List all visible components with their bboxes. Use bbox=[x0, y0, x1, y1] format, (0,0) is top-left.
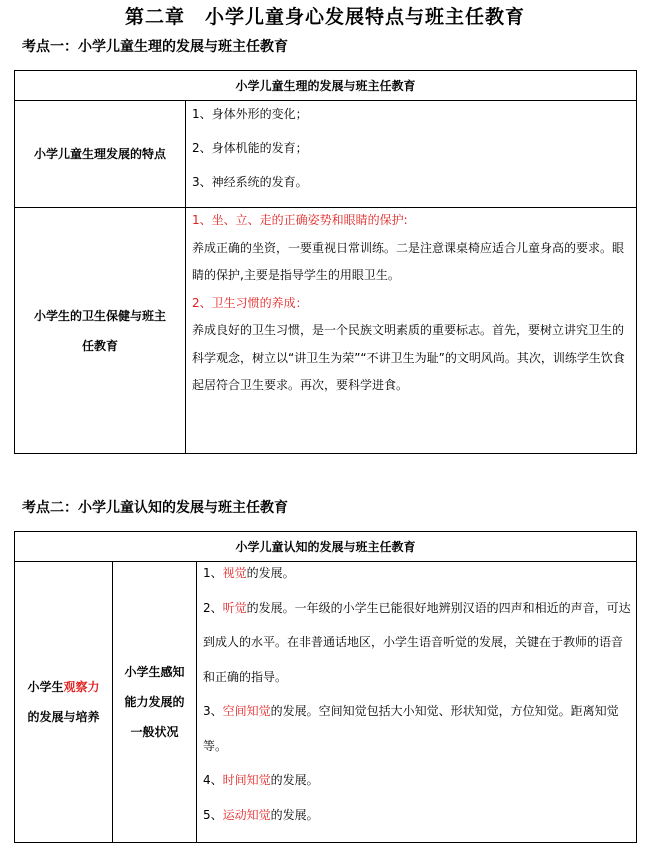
label-prefix: 小学生 bbox=[27, 680, 64, 694]
point-text-habits: 养成良好的卫生习惯，是一个民族文明素质的重要标志。首先，要树立讲究卫生的科学观念，树立以“讲卫生为荣”“不讲卫生为耻”的文明风尚。其次，训练学生饮食起居符合卫生要求。再次，要科学进食。 bbox=[192, 323, 625, 392]
table-header-cognition: 小学儿童认知的发展与班主任教育 bbox=[15, 532, 637, 562]
list-item: 2、听觉的发展。一年级的小学生已能很好地辨别汉语的四声和相近的声音，可达到成人的水平。在非普通话地区，小学生语音听觉的发展，关键在于教师的语音和正确的指导。 bbox=[203, 600, 631, 684]
list-item: 1、身体外形的变化； bbox=[192, 107, 308, 121]
hygiene-cell bbox=[186, 208, 637, 454]
row-label-line: 能力发展的 bbox=[124, 695, 185, 709]
page-title: 第二章 小学儿童身心发展特点与班主任教育 bbox=[124, 6, 525, 28]
cognition-table bbox=[14, 531, 637, 843]
row-label-line bbox=[15, 672, 112, 702]
list-item: 4、时间知觉的发展。 bbox=[203, 773, 319, 787]
point-text-posture: 养成正确的坐资，一要重视日常训练。二是注意课桌椅应适合儿童身高的要求。眼睛的保护,主要是指导学生的用眼卫生。 bbox=[192, 240, 625, 282]
row-label-physiology-features: 小学儿童生理发展的特点 bbox=[15, 101, 186, 208]
row-label-hygiene bbox=[15, 208, 186, 454]
section-heading-2: 考点二：小学儿童认知的发展与班主任教育 bbox=[22, 500, 288, 516]
point-title-habits: 2、卫生习惯的养成： bbox=[192, 295, 308, 310]
list-item: 3、空间知觉的发展。空间知觉包括大小知觉、形状知觉，方位知觉。距离知觉等。 bbox=[203, 704, 619, 753]
row-label-line: 一般状况 bbox=[130, 725, 179, 739]
list-item: 2、身体机能的发育； bbox=[192, 141, 308, 155]
perception-cell bbox=[197, 562, 637, 843]
row-label-line: 的发展与培养 bbox=[27, 710, 100, 724]
list-item: 3、神经系统的发育。 bbox=[192, 175, 308, 189]
list-item: 5、运动知觉的发展。 bbox=[203, 807, 319, 822]
list-item: 1、视觉的发展。 bbox=[203, 566, 295, 580]
row-label-line: 小学生的卫生保健与班主 bbox=[33, 308, 166, 323]
table-header-physiology: 小学儿童生理的发展与班主任教育 bbox=[15, 71, 637, 101]
row-label-line: 小学生感知 bbox=[124, 665, 185, 679]
physiology-features-cell bbox=[186, 101, 637, 208]
section-heading-1: 考点一：小学儿童生理的发展与班主任教育 bbox=[22, 39, 288, 55]
label-highlight: 观察力 bbox=[63, 680, 100, 694]
point-title-posture: 1、坐、立、走的正确姿势和眼睛的保护: bbox=[192, 213, 408, 227]
row-label-perception bbox=[113, 562, 197, 843]
row-label-observation bbox=[15, 562, 113, 843]
physiology-table bbox=[14, 70, 637, 454]
row-label-line: 任教育 bbox=[81, 338, 118, 353]
